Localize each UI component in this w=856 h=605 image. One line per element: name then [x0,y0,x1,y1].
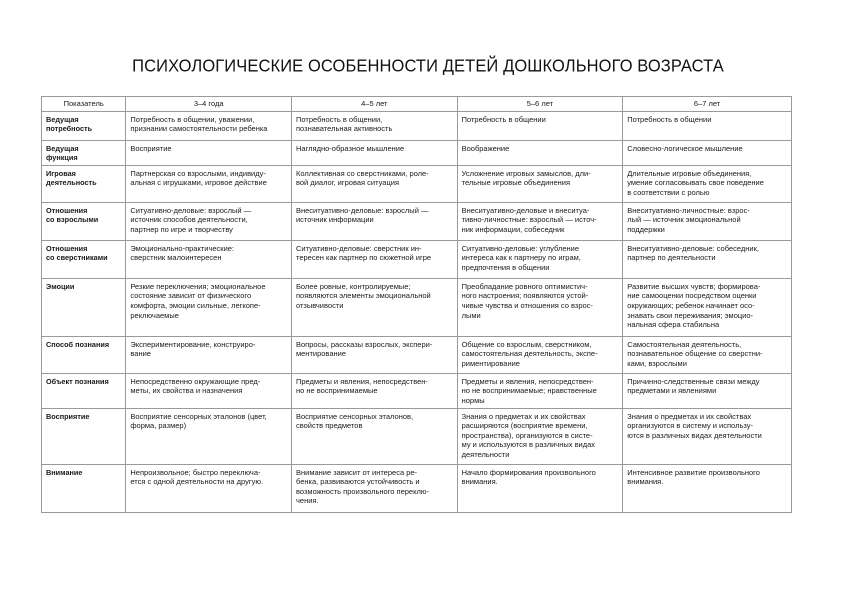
table-row [42,111,792,140]
table-cell: Преобладание ровного оптимистич- ного настроения; появляются устой- чивые чувства и отношения со взрос- лыми [457,278,623,336]
table-cell: Экспериментирование, конструиро- вание [126,336,292,373]
row-parameter: Ведущая функция [42,140,126,165]
header-age-5-6: 5–6 лет [457,97,623,112]
table-cell: Развитие высших чувств; формирова- ние самооценки посредством оценки окружающих; ребенок начинает осо- знавать свои переживания; эмоцио- нальная сфера стабильна [623,278,792,336]
table-cell: Знания о предметах и их свойствах организуются в систему и использу- ются в различных видах деятельности [623,408,792,464]
table-cell: Эмоционально-практические: сверстник малоинтересен [126,240,292,278]
header-age-4-5: 4–5 лет [291,97,457,112]
table-cell: Восприятие [126,140,292,165]
table-row [42,278,792,336]
table-row [42,408,792,464]
table-cell: Партнерская со взрослыми, индивиду- альная с игрушками, игровое действие [126,165,292,202]
table-cell: Усложнение игровых замыслов, дли- тельные игровые объединения [457,165,623,202]
table-cell: Предметы и явления, непосредствен- но не воспринимаемые; нравственные нормы [457,373,623,408]
header-parameter: Показатель [42,97,126,112]
row-parameter: Объект познания [42,373,126,408]
table-cell: Причинно-следственные связи между предметами и явлениями [623,373,792,408]
table-cell: Непосредственно окружающие пред- меты, их свойства и назначения [126,373,292,408]
table-cell: Длительные игровые объединения, умение согласовывать свое поведение в соответствии с ролью [623,165,792,202]
table-cell: Интенсивное развитие произвольного внимания. [623,464,792,512]
table-cell: Знания о предметах и их свойствах расширяются (восприятие времени, пространства), организуются в систе- му и используются в различных видах деятельности [457,408,623,464]
table-cell: Внеситуативно-деловые и внеситуа- тивно-личностные: взрослый — источ- ник информации, собеседник [457,202,623,240]
table-cell: Более ровные, контролируемые; появляются элементы эмоциональной отзывчивости [291,278,457,336]
table-cell: Ситуативно-деловые: сверстник ин- тересен как партнер по сюжетной игре [291,240,457,278]
table-cell: Ситуативно-деловые: углубление интереса как к партнеру по играм, предпочтения в общении [457,240,623,278]
row-parameter: Эмоции [42,278,126,336]
table-row [42,140,792,165]
table-cell: Потребность в общении [623,111,792,140]
row-parameter: Восприятие [42,408,126,464]
table-cell: Потребность в общении, познавательная активность [291,111,457,140]
table-cell: Общение со взрослым, сверстником, самостоятельная деятельность, экспе- риментирование [457,336,623,373]
table-cell: Коллективная со сверстниками, роле- вой диалог, игровая ситуация [291,165,457,202]
table-cell: Начало формирования произвольного внимания. [457,464,623,512]
row-parameter: Отношения со взрослыми [42,202,126,240]
row-parameter: Игровая деятельность [42,165,126,202]
table-cell: Восприятие сенсорных эталонов (цвет, форма, размер) [126,408,292,464]
table-cell: Ситуативно-деловые: взрослый — источник способов деятельности, партнер по игре и творчеству [126,202,292,240]
row-parameter: Внимание [42,464,126,512]
table-cell: Внеситуативно-деловые: собеседник, партнер по деятельности [623,240,792,278]
table-cell: Резкие переключения; эмоциональное состояние зависит от физического комфорта, эмоции сильные, легкопе- реключаемые [126,278,292,336]
table-cell: Воображение [457,140,623,165]
row-parameter: Отношения со сверстниками [42,240,126,278]
table-cell: Восприятие сенсорных эталонов, свойств предметов [291,408,457,464]
table-cell: Потребность в общении [457,111,623,140]
table-cell: Вопросы, рассказы взрослых, экспери- ментирование [291,336,457,373]
table-row [42,464,792,512]
table-cell: Словесно-логическое мышление [623,140,792,165]
table-cell: Самостоятельная деятельность, познавательное общение со сверстни- ками, взрослыми [623,336,792,373]
table-cell: Предметы и явления, непосредствен- но не воспринимаемые [291,373,457,408]
table-cell: Наглядно-образное мышление [291,140,457,165]
header-age-6-7: 6–7 лет [623,97,792,112]
table-cell: Непроизвольное; быстро переключа- ется с одной деятельности на другую. [126,464,292,512]
table-cell: Потребность в общении, уважении, признании самостоятельности ребенка [126,111,292,140]
psychology-table [41,96,792,513]
table-row [42,165,792,202]
page-title: ПСИХОЛОГИЧЕСКИЕ ОСОБЕННОСТИ ДЕТЕЙ ДОШКОЛЬНОГО ВОЗРАСТА [132,56,724,76]
table-cell: Внеситуативно-деловые: взрослый — источник информации [291,202,457,240]
table-row [42,202,792,240]
table-row [42,373,792,408]
row-parameter: Ведущая потребность [42,111,126,140]
table-row [42,336,792,373]
table-cell: Внеситуативно-личностные: взрос- лый — источник эмоциональной поддержки [623,202,792,240]
table-header-row [42,97,792,112]
header-age-3-4: 3–4 года [126,97,292,112]
table-cell: Внимание зависит от интереса ре- бенка, развиваются устойчивость и возможность произвольного переклю- чения. [291,464,457,512]
table-row [42,240,792,278]
row-parameter: Способ познания [42,336,126,373]
